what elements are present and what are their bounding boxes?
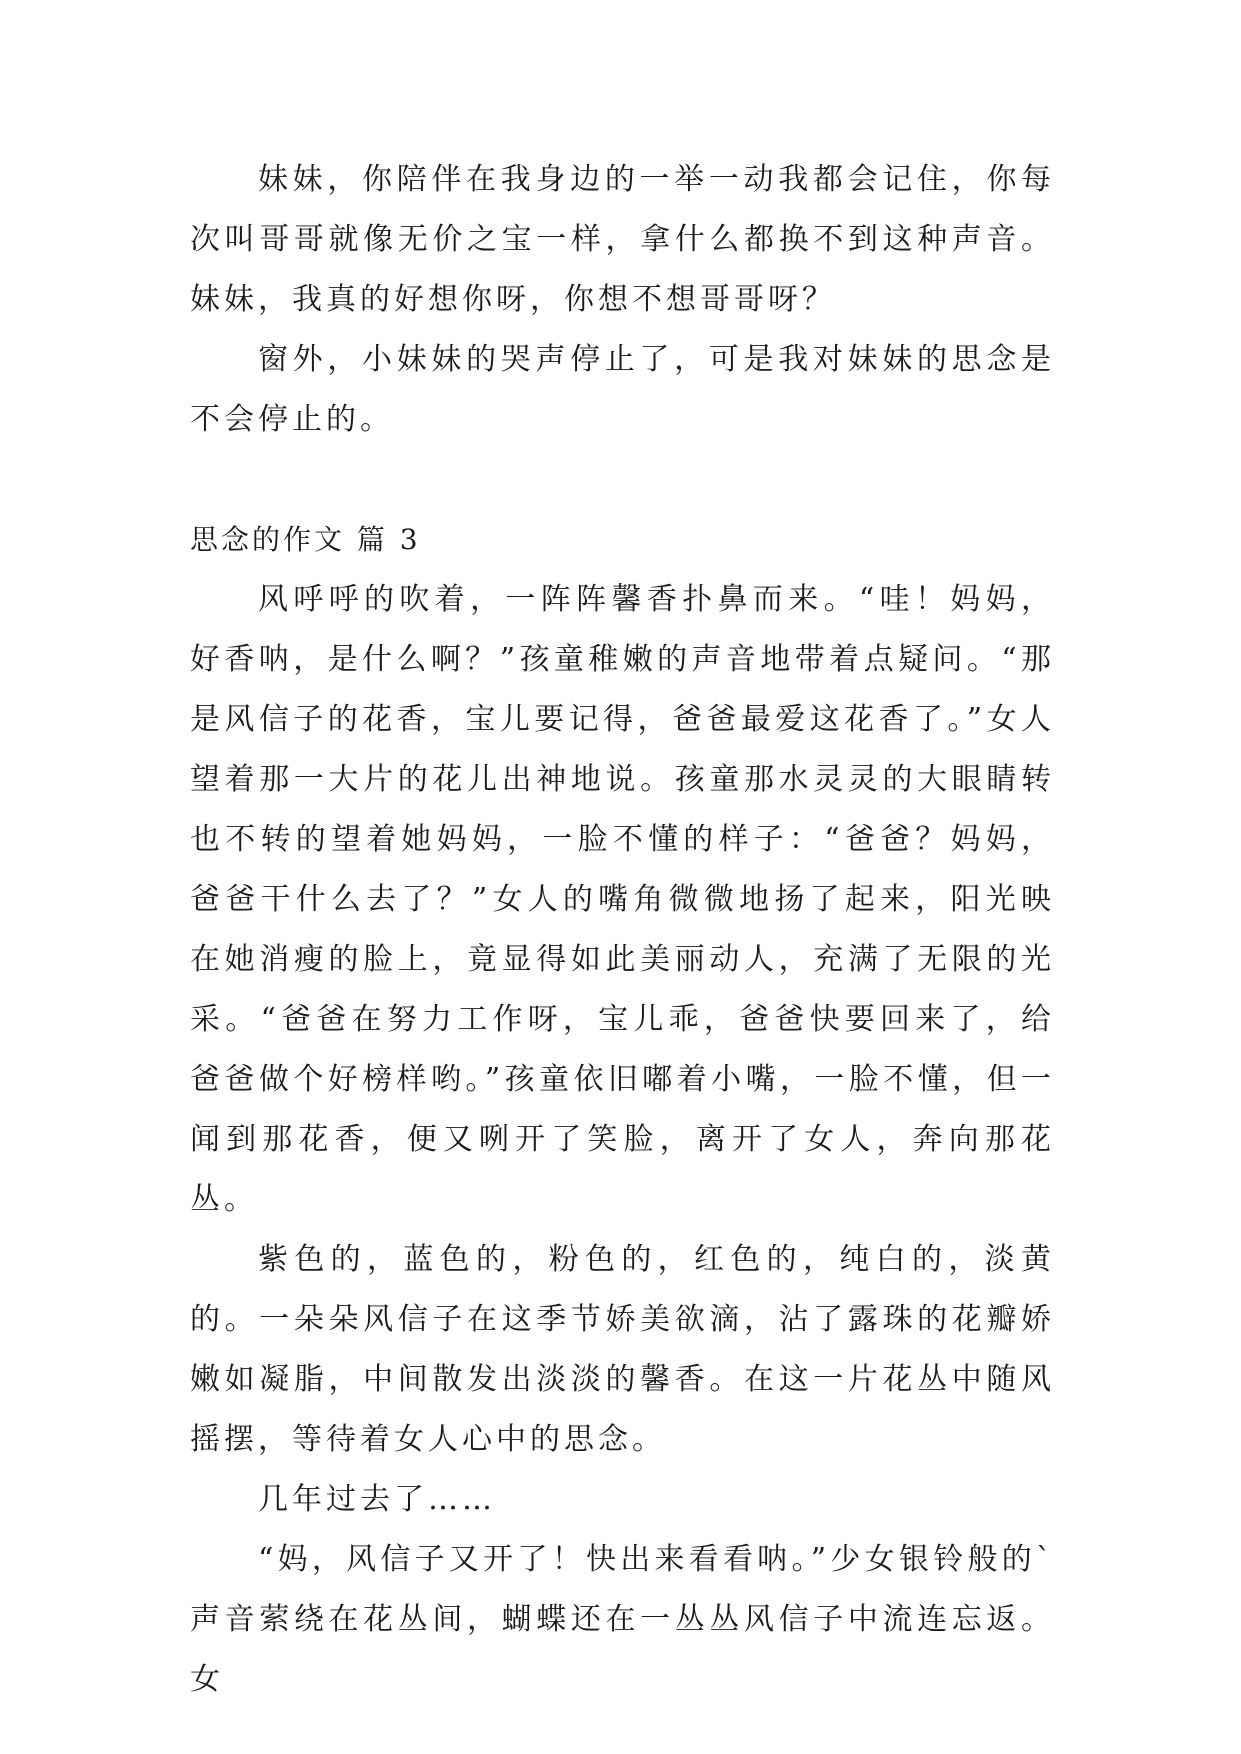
paragraph: 风呼呼的吹着，一阵阵馨香扑鼻而来。“哇！妈妈，好香呐，是什么啊？”孩童稚嫩的声音地带着点疑问。“那是风信子的花香，宝儿要记得，爸爸最爱这花香了。”女人望着那一大片的花儿出神地说。孩童那水灵灵的大眼睛转也不转的望着她妈妈，一脸不懂的样子：“爸爸？妈妈，爸爸干什么去了？”女人的嘴角微微地扬了起来，阳光映在她消瘦的脸上，竟显得如此美丽动人，充满了无限的光采。“爸爸在努力工作呀，宝儿乖，爸爸快要回来了，给爸爸做个好榜样哟。”孩童依旧嘟着小嘴，一脸不懂，但一闻到那花香，便又咧开了笑脸，离开了女人，奔向那花丛。 (190, 582, 1055, 1217)
paragraph: 妹妹，你陪伴在我身边的一举一动我都会记住，你每次叫哥哥就像无价之宝一样，拿什么都换不到这种声音。妹妹，我真的好想你呀，你想不想哥哥呀？ (190, 162, 1055, 317)
text-block-top (190, 150, 1055, 450)
paragraph: “妈，风信子又开了！快出来看看呐。”少女银铃般的`声音萦绕在花丛间，蝴蝶还在一丛丛风信子中流连忘返。女 (190, 1542, 1055, 1697)
paragraph: 几年过去了…… (258, 1482, 496, 1517)
paragraph: 窗外，小妹妹的哭声停止了，可是我对妹妹的思念是不会停止的。 (190, 342, 1055, 437)
text-block-body (190, 570, 1055, 1710)
paragraph: 紫色的，蓝色的，粉色的，红色的，纯白的，淡黄的。一朵朵风信子在这季节娇美欲滴，沾了露珠的花瓣娇嫩如凝脂，中间散发出淡淡的馨香。在这一片花丛中随风摇摆，等待着女人心中的思念。 (190, 1242, 1055, 1457)
section-heading: 思念的作文 篇 3 (190, 523, 421, 556)
